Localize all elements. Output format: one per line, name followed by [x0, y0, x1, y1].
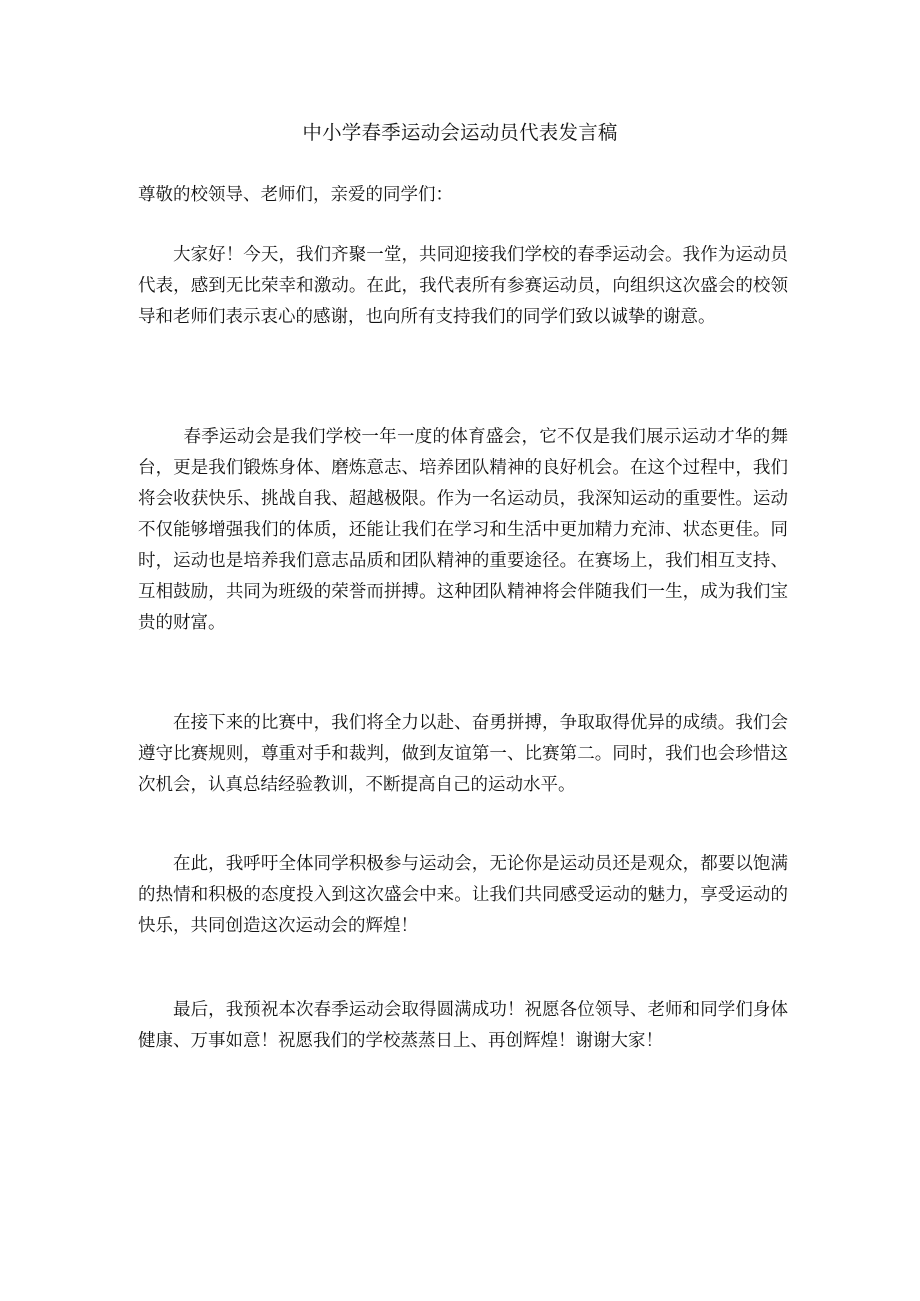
paragraph-commitment: 在接下来的比赛中，我们将全力以赴、奋勇拼搏，争取取得优异的成绩。我们会遵守比赛规则，尊重对手和裁判，做到友谊第一、比赛第二。同时，我们也会珍惜这次机会，认真总结经验教训，不断提高自己的运动水平。: [138, 713, 788, 795]
paragraph-significance: 春季运动会是我们学校一年一度的体育盛会，它不仅是我们展示运动才华的舞台，更是我们锻炼身体、磨炼意志、培养团队精神的良好机会。在这个过程中，我们将会收获快乐、挑战自我、超越极限。作为一名运动员，我深知运动的重要性。运动不仅能够增强我们的体质，还能让我们在学习和生活中更加精力充沛、状态更佳。同时，运动也是培养我们意志品质和团队精神的重要途径。在赛场上，我们相互支持、互相鼓励，共同为班级的荣誉而拼搏。这种团队精神将会伴随我们一生，成为我们宝贵的财富。: [138, 427, 788, 633]
paragraph-greeting: 大家好！今天，我们齐聚一堂，共同迎接我们学校的春季运动会。我作为运动员代表，感到无比荣幸和激动。在此，我代表所有参赛运动员，向组织这次盛会的校领导和老师们表示衷心的感谢，也向所有支持我们的同学们致以诚挚的谢意。: [138, 245, 788, 327]
document-title: 中小学春季运动会运动员代表发言稿: [302, 121, 618, 144]
salutation: 尊敬的校领导、老师们，亲爱的同学们：: [138, 185, 453, 205]
paragraph-closing: 最后，我预祝本次春季运动会取得圆满成功！祝愿各位领导、老师和同学们身体健康、万事如意！祝愿我们的学校蒸蒸日上、再创辉煌！谢谢大家！: [138, 1000, 788, 1051]
paragraph-appeal: 在此，我呼吁全体同学积极参与运动会，无论你是运动员还是观众，都要以饱满的热情和积极的态度投入到这次盛会中来。让我们共同感受运动的魅力，享受运动的快乐，共同创造这次运动会的辉煌！: [138, 854, 788, 936]
